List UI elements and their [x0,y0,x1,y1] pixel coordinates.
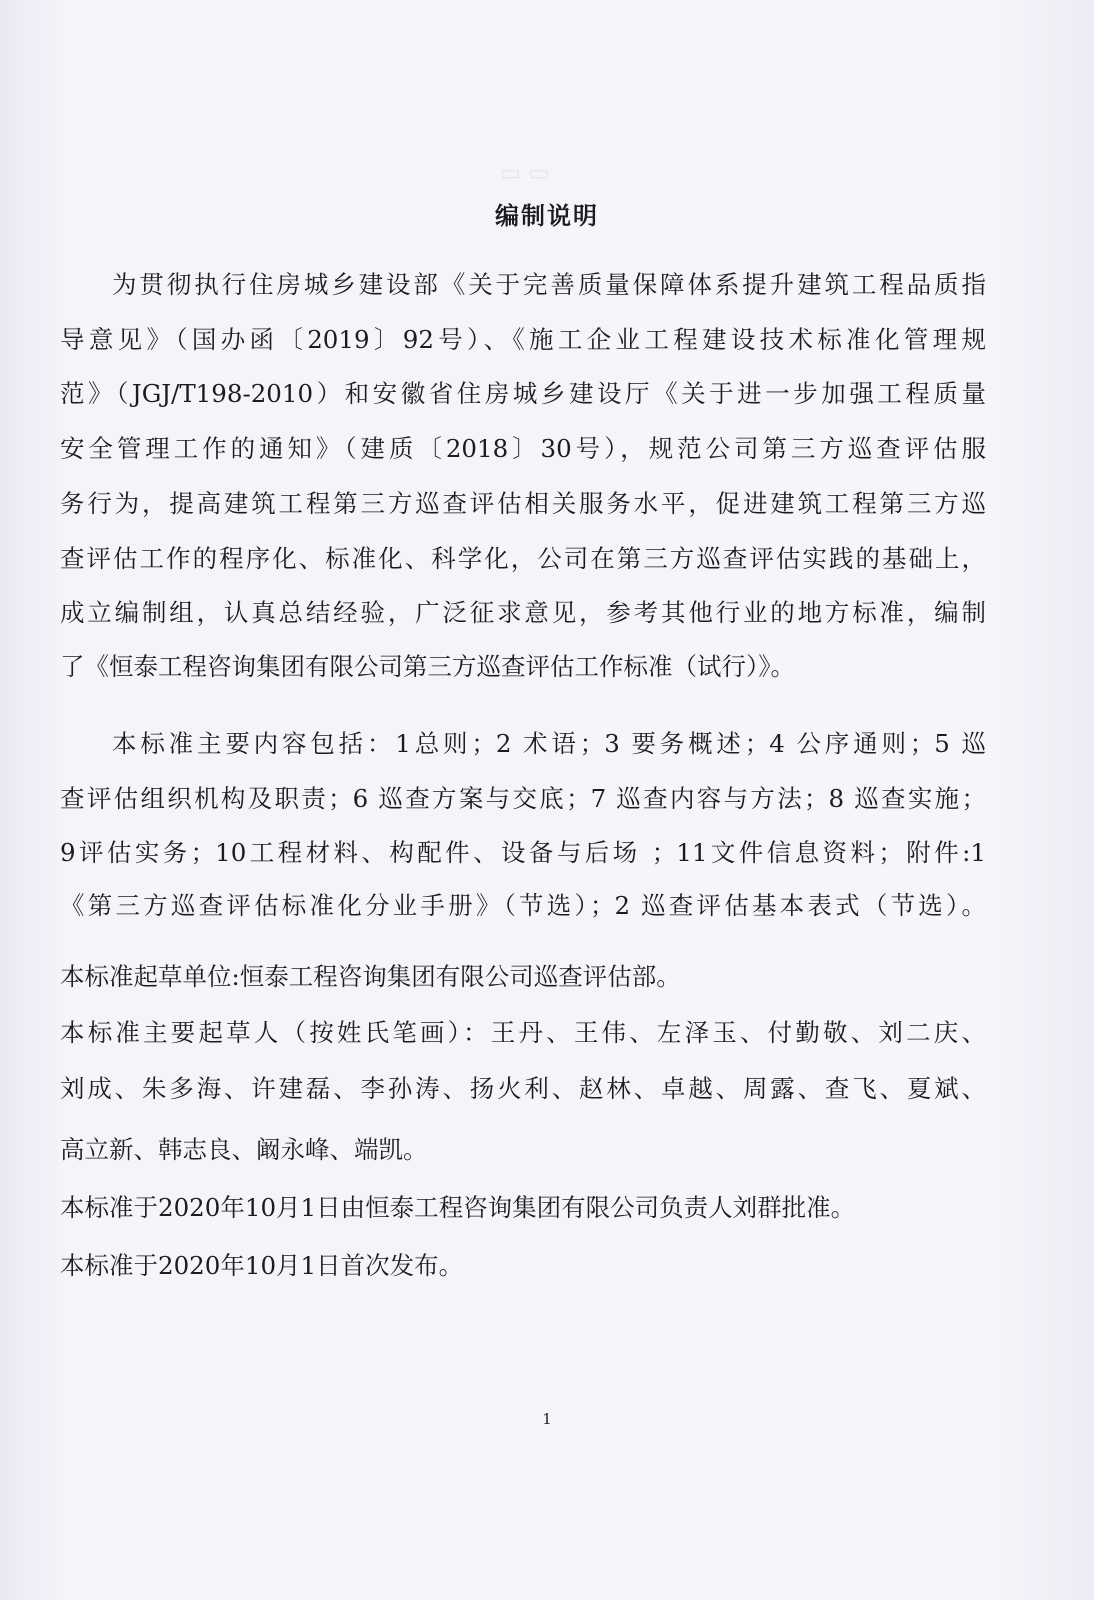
document-title: 编制说明 [495,201,599,230]
paragraph2-line: 查评估组织机构及职责；6 巡查方案与交底；7 巡查内容与方法；8 巡查实施； [60,784,986,813]
drafters-line: 本标准主要起草人（按姓氏笔画）：王丹、王伟、左泽玉、付勤敬、刘二庆、 [60,1018,986,1047]
drafters-line: 高立新、韩志良、阚永峰、端凯。 [60,1135,428,1164]
bleed-through-mark: ▭ ▭ [500,160,550,186]
paragraph1-line: 导意见》（国办函〔2019〕92号）、《施工企业工程建设技术标准化管理规 [60,325,986,354]
paragraph1-line: 了《恒泰工程咨询集团有限公司第三方巡查评估工作标准（试行）》。 [60,652,795,681]
paragraph1-line: 查评估工作的程序化、标准化、科学化，公司在第三方巡查评估实践的基础上， [60,544,986,573]
paragraph1-line: 成立编制组，认真总结经验，广泛征求意见，参考其他行业的地方标准，编制 [60,598,986,627]
release-statement: 本标准于2020年10月1日首次发布。 [60,1251,464,1280]
paragraph1-line: 务行为，提高建筑工程第三方巡查评估相关服务水平，促进建筑工程第三方巡 [60,489,986,518]
paragraph2-line: 9评估实务；10工程材料、构配件、设备与后场 ；11文件信息资料；附件:1 [60,838,986,867]
paragraph1-line: 安全管理工作的通知》（建质〔2018〕30号），规范公司第三方巡查评估服 [60,434,986,463]
drafting-unit: 本标准起草单位:恒泰工程咨询集团有限公司巡查评估部。 [60,962,681,991]
page-number: 1 [542,1410,552,1428]
paragraph1-line: 范》（JGJ/T198-2010）和安徽省住房城乡建设厅《关于进一步加强工程质量 [60,379,986,408]
drafters-line: 刘成、朱多海、许建磊、李孙涛、扬火利、赵林、卓越、周露、查飞、夏斌、 [60,1074,986,1103]
paragraph1-line: 为贯彻执行住房城乡建设部《关于完善质量保障体系提升建筑工程品质指 [112,270,986,299]
approval-statement: 本标准于2020年10月1日由恒泰工程咨询集团有限公司负责人刘群批准。 [60,1193,856,1222]
paragraph2-line: 本标准主要内容包括：1总则；2 术语；3 要务概述；4 公序通则；5 巡 [112,729,986,758]
paragraph2-line: 《第三方巡查评估标准化分业手册》（节选）；2 巡查评估基本表式（节选）。 [60,891,986,920]
